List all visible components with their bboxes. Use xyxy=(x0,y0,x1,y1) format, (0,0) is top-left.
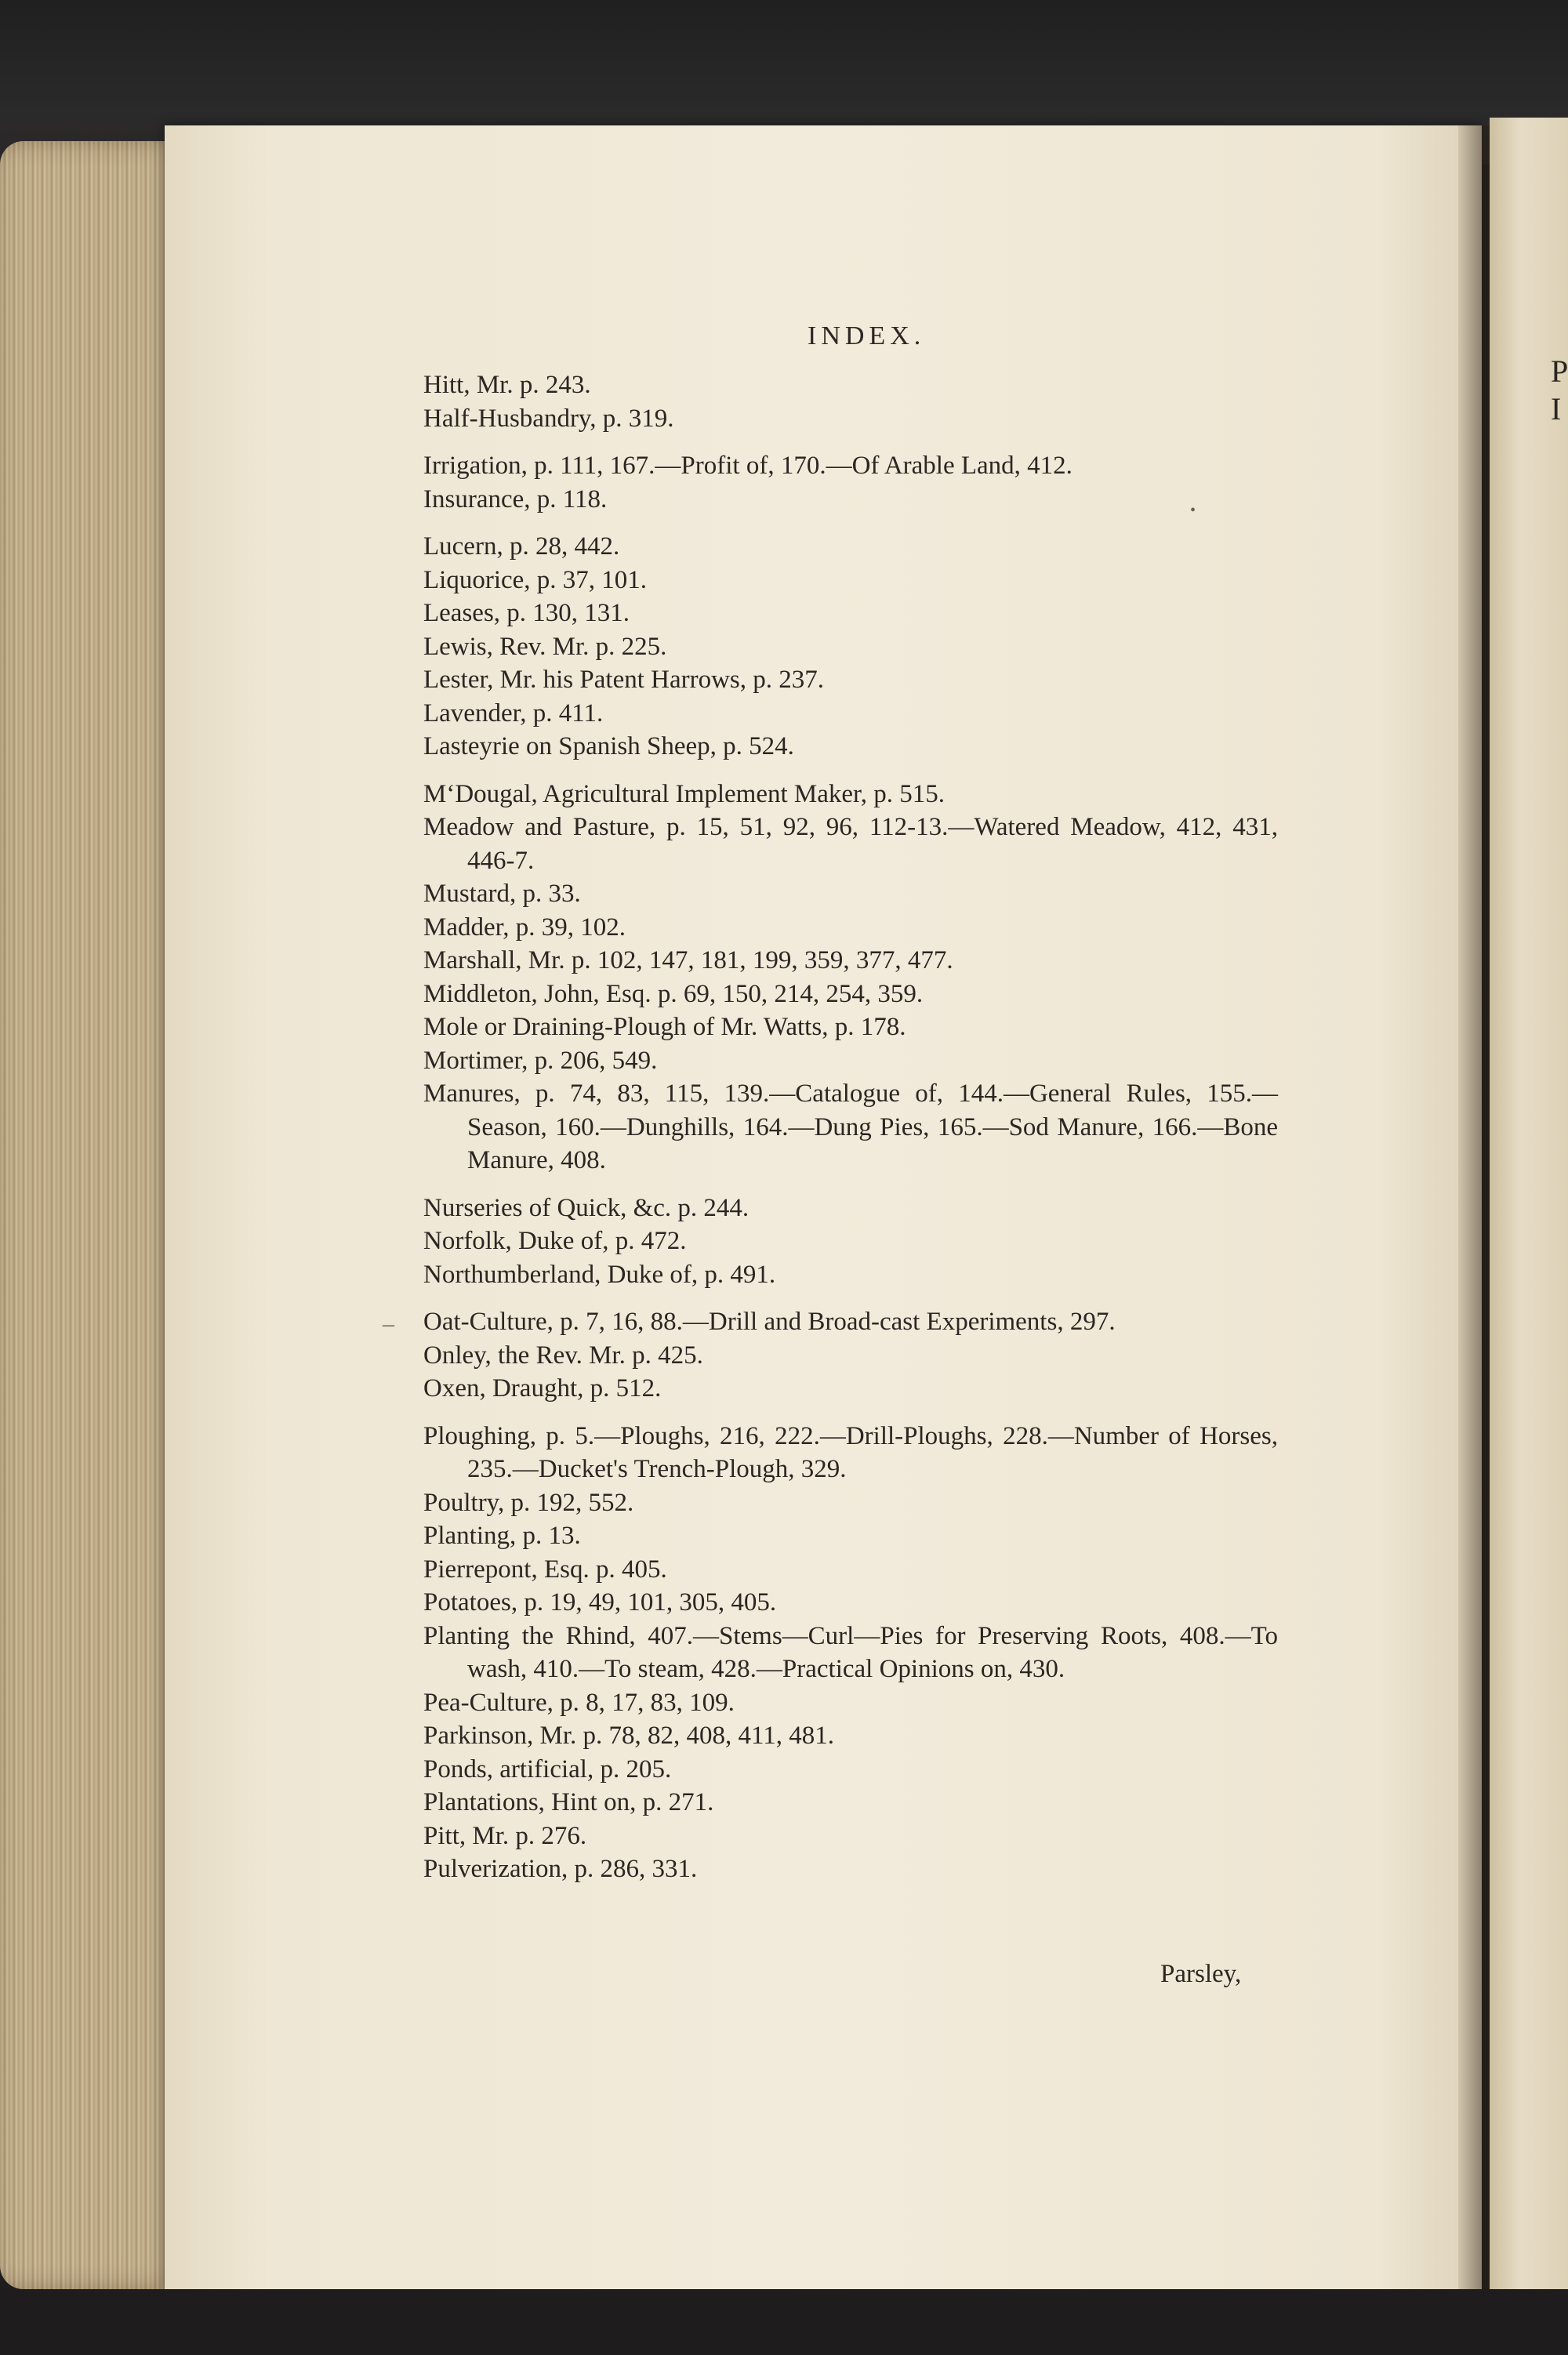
index-entry: Lavender, p. 411. xyxy=(423,699,604,728)
index-entry: Half-Husbandry, p. 319. xyxy=(423,404,674,433)
next-page-edge xyxy=(1490,118,1568,2297)
index-entry: Pea-Culture, p. 8, 17, 83, 109. xyxy=(423,1688,735,1717)
index-entry: Mole or Draining-Plough of Mr. Watts, p. 178. xyxy=(423,1013,906,1041)
index-entry: Pulverization, p. 286, 331. xyxy=(423,1855,698,1883)
index-entry: Pitt, Mr. p. 276. xyxy=(423,1821,587,1850)
index-entry: Onley, the Rev. Mr. p. 425. xyxy=(423,1341,703,1370)
index-entry: Leases, p. 130, 131. xyxy=(423,599,630,627)
index-entries xyxy=(423,368,1278,1886)
index-entry: Madder, p. 39, 102. xyxy=(423,913,626,942)
index-entry: Plantations, Hint on, p. 271. xyxy=(423,1788,714,1816)
index-entry: Poultry, p. 192, 552. xyxy=(423,1488,634,1517)
index-entry: Marshall, Mr. p. 102, 147, 181, 199, 359, 377, 477. xyxy=(423,946,953,974)
index-entry: Nurseries of Quick, &c. p. 244. xyxy=(423,1193,750,1222)
margin-mark: – xyxy=(383,1311,394,1337)
index-entry: Hitt, Mr. p. 243. xyxy=(423,371,591,399)
page-edges xyxy=(0,141,180,2289)
index-entry: Lewis, Rev. Mr. p. 225. xyxy=(423,632,667,661)
index-entry: Pierrepont, Esq. p. 405. xyxy=(423,1555,667,1584)
spine-shadow xyxy=(1458,125,1490,2289)
index-entry: Planting the Rhind, 407.—Stems—Curl—Pies for Preserving Roots, 408.—To wash, 410.—To steam, 428.—Practical Opinions on, 430. xyxy=(423,1621,1278,1683)
index-entry: Mortimer, p. 206, 549. xyxy=(423,1046,658,1075)
index-entry: Lasteyrie on Spanish Sheep, p. 524. xyxy=(423,732,794,760)
page-title: INDEX. xyxy=(808,321,926,350)
index-entry: Middleton, John, Esq. p. 69, 150, 214, 254, 359. xyxy=(423,979,924,1008)
index-entry: M‘Dougal, Agricultural Implement Maker, p. 515. xyxy=(423,779,945,808)
next-page-fragment: P xyxy=(1551,354,1568,389)
index-entry: Lucern, p. 28, 442. xyxy=(423,532,620,561)
index-entry: Planting, p. 13. xyxy=(423,1522,581,1550)
index-entry: Mustard, p. 33. xyxy=(423,880,581,908)
index-entry: Lester, Mr. his Patent Harrows, p. 237. xyxy=(423,666,825,694)
next-page-fragment: I xyxy=(1551,391,1562,426)
index-entry: Norfolk, Duke of, p. 472. xyxy=(423,1227,687,1255)
background-bottom xyxy=(0,2289,1568,2355)
index-entry: Manures, p. 74, 83, 115, 139.—Catalogue of, 144.—General Rules, 155.—Season, 160.—Dunghills, 164.—Dung Pies, 165.—Sod Manure, 166.—Bone Manure, 408. xyxy=(423,1080,1278,1174)
index-entry: Parkinson, Mr. p. 78, 82, 408, 411, 481. xyxy=(423,1722,835,1750)
index-entry: Liquorice, p. 37, 101. xyxy=(423,565,648,594)
index-entry: Meadow and Pasture, p. 15, 51, 92, 96, 112-13.—Watered Meadow, 412, 431, 446-7. xyxy=(423,813,1278,875)
ink-speck: • xyxy=(1190,502,1196,519)
catchword: Parsley, xyxy=(1160,1960,1242,1988)
index-entry: Northumberland, Duke of, p. 491. xyxy=(423,1260,776,1289)
index-entry: Irrigation, p. 111, 167.—Profit of, 170.—Of Arable Land, 412. xyxy=(423,452,1073,480)
index-entry: Oat-Culture, p. 7, 16, 88.—Drill and Broad-cast Experiments, 297. xyxy=(423,1308,1116,1336)
index-entry: Potatoes, p. 19, 49, 101, 305, 405. xyxy=(423,1588,777,1617)
index-entry: Insurance, p. 118. xyxy=(423,484,608,513)
index-entry: Ploughing, p. 5.—Ploughs, 216, 222.—Drill-Ploughs, 228.—Number of Horses, 235.—Ducket's Trench-Plough, 329. xyxy=(423,1421,1278,1483)
index-entry: Oxen, Draught, p. 512. xyxy=(423,1374,662,1402)
index-entry: Ponds, artificial, p. 205. xyxy=(423,1754,672,1783)
